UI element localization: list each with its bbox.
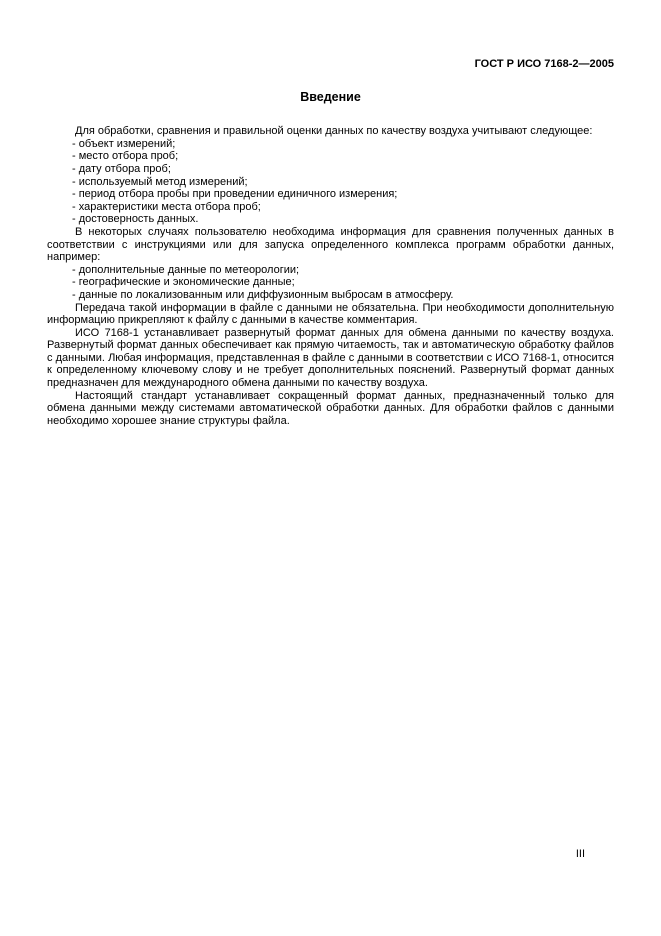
page-title: Введение xyxy=(300,89,361,104)
list-item: - характеристики места отбора проб; xyxy=(72,200,261,213)
paragraph-user-info: В некоторых случаях пользователю необходима информация для сравнения полученных данных в соответствии с инструкциями или для запуска определенного комплекса программ обработки данных, например: xyxy=(47,225,614,264)
list-item: - дополнительные данные по метеорологии; xyxy=(72,263,300,276)
document-header: ГОСТ Р ИСО 7168-2—2005 xyxy=(474,58,614,70)
list-item: - период отбора пробы при проведении единичного измерения; xyxy=(72,188,398,201)
list-item: - место отбора проб; xyxy=(72,150,179,163)
page-number: III xyxy=(575,848,585,860)
list-item: - географические и экономические данные; xyxy=(72,276,295,289)
list-item: - достоверность данных. xyxy=(72,213,199,226)
list-item: - данные по локализованным или диффузионным выбросам в атмосферу. xyxy=(72,288,454,301)
paragraph-intro: Для обработки, сравнения и правильной оценки данных по качеству воздуха учитывают следующее: xyxy=(75,125,593,138)
paragraph-standard-purpose: Настоящий стандарт устанавливает сокращенный формат данных, предназначенный только для обмена данными между системами автоматической обработки данных. Для обработки файлов с данными необходимо хорошее знание структуры файла. xyxy=(47,389,614,427)
paragraph-transfer: Передача такой информации в файле с данными не обязательна. При необходимости дополнительную информацию прикрепляют к файлу с данными в качестве комментария. xyxy=(47,301,614,327)
list-item: - используемый метод измерений; xyxy=(72,175,248,188)
list-item: - объект измерений; xyxy=(72,137,176,150)
paragraph-iso-7168-1: ИСО 7168-1 устанавливает развернутый формат данных для обмена данными по качеству воздуха. Развернутый формат данных обеспечивает как прямую читаемость, так и автоматическую обработку файлов с данными. Любая информация, представленная в файле с данными в соответствии с ИСО 7168-1, относится к определенному ключевому слову и не требует дополнительных пояснений. Развернутый формат данных предназначен для международного обмена данными по качеству воздуха. xyxy=(47,326,614,390)
list-item: - дату отбора проб; xyxy=(72,162,171,175)
